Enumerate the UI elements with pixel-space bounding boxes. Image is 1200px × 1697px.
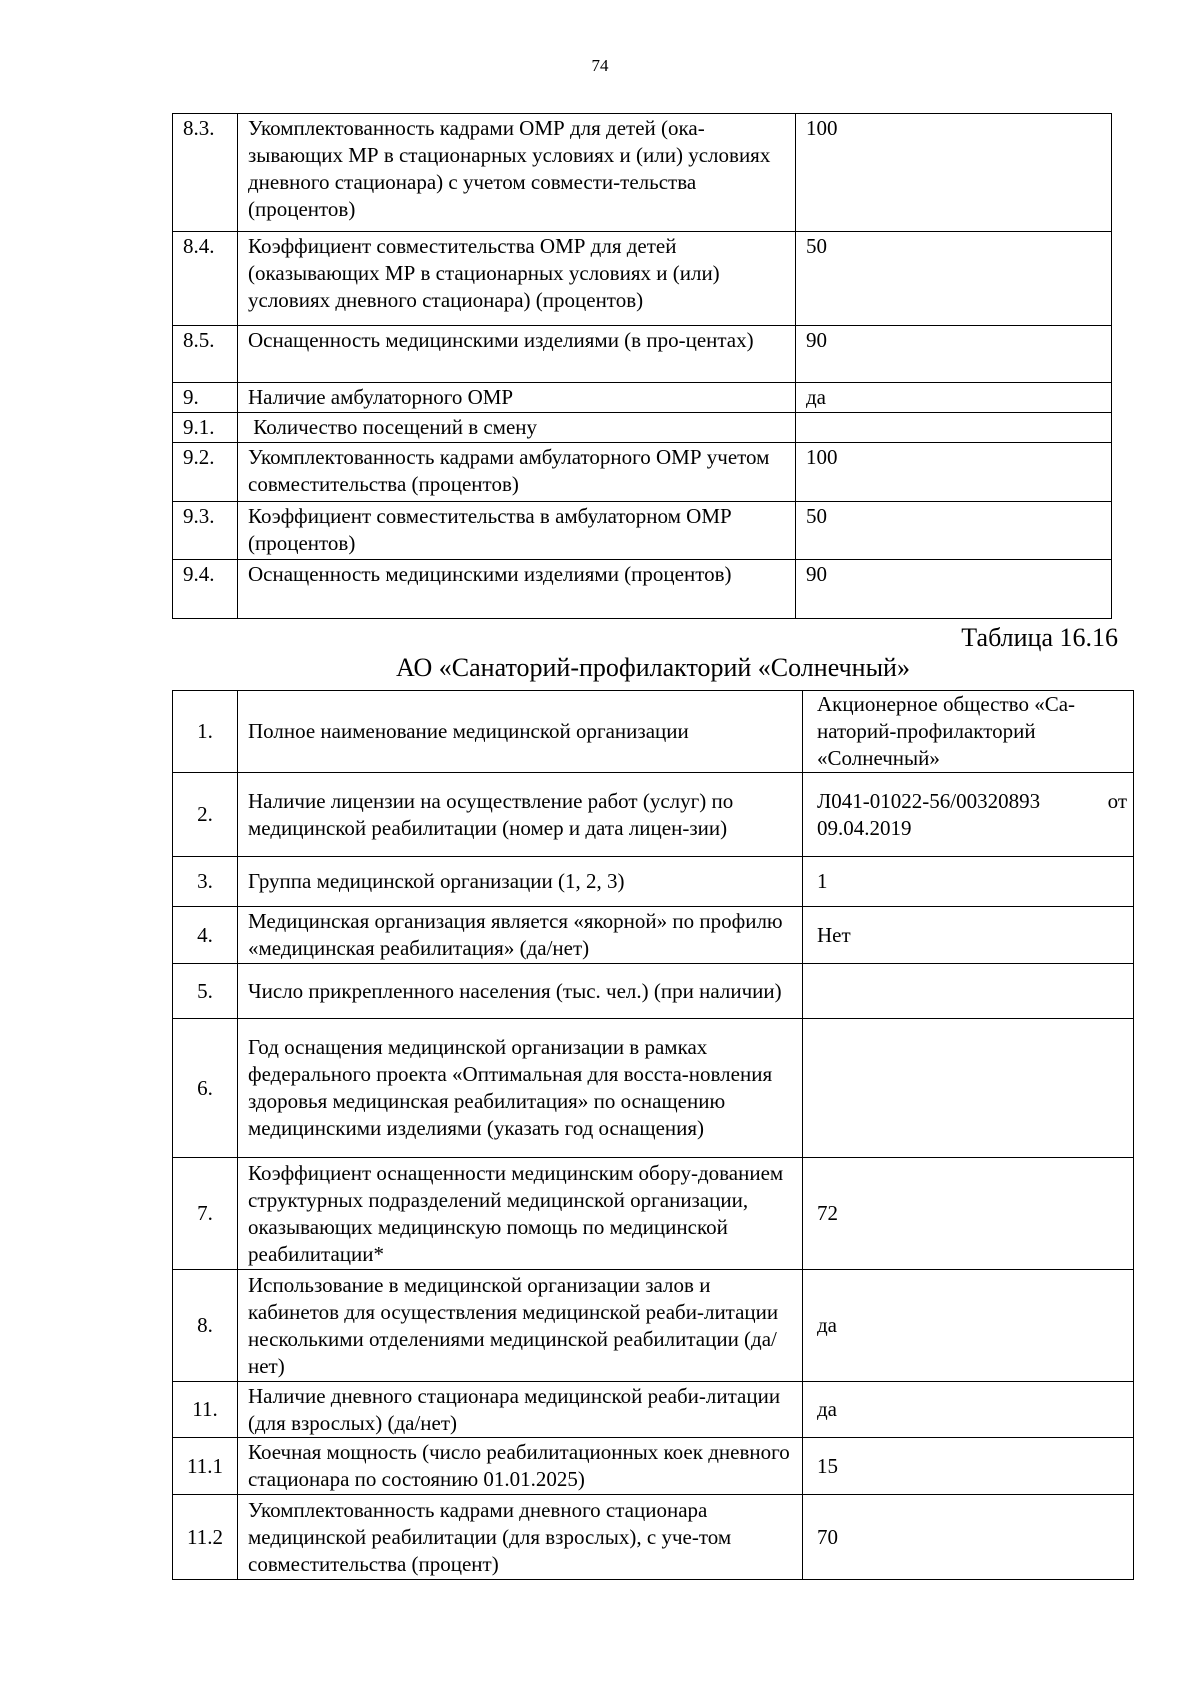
- table-row: [173, 443, 1112, 502]
- row-description: Наличие лицензии на осуществление работ (услуг) по медицинской реабилитации (номер и дата лицен-зии): [238, 773, 803, 857]
- table-row: [173, 413, 1112, 443]
- row-number: 9.3.: [173, 502, 238, 560]
- row-value: [796, 413, 1112, 443]
- row-value: 50: [796, 232, 1112, 326]
- license-number: Л041-01022-56/00320893 от: [817, 788, 1127, 813]
- row-value: Акционерное общество «Са-наторий-профилакторий «Солнечный»: [803, 691, 1134, 773]
- row-description: Группа медицинской организации (1, 2, 3): [238, 857, 803, 907]
- table-row: [173, 1158, 1134, 1270]
- row-number: 8.4.: [173, 232, 238, 326]
- row-number: 2.: [173, 773, 238, 857]
- row-number: 4.: [173, 907, 238, 964]
- row-number: 1.: [173, 691, 238, 773]
- table-row: [173, 114, 1112, 232]
- row-number: 11.: [173, 1382, 238, 1438]
- row-description: Число прикрепленного населения (тыс. чел.) (при наличии): [238, 964, 803, 1019]
- table-row: [173, 502, 1112, 560]
- row-description: Коэффициент совместительства ОМР для детей (оказывающих МР в стационарных условиях и (или) условиях дневного стационара) (процентов): [238, 232, 796, 326]
- row-description: Оснащенность медицинскими изделиями (в про-центах): [238, 326, 796, 383]
- row-description: Количество посещений в смену: [238, 413, 796, 443]
- row-description: Коэффициент совместительства в амбулаторном ОМР (процентов): [238, 502, 796, 560]
- row-value: 100: [796, 114, 1112, 232]
- row-value: да: [796, 383, 1112, 413]
- row-number: 8.5.: [173, 326, 238, 383]
- row-number: 7.: [173, 1158, 238, 1270]
- table-row: [173, 383, 1112, 413]
- row-value: Нет: [803, 907, 1134, 964]
- row-value: 70: [803, 1495, 1134, 1580]
- row-description: Укомплектованность кадрами амбулаторного ОМР учетом совместительства (процентов): [238, 443, 796, 502]
- row-number: 11.2: [173, 1495, 238, 1580]
- row-description: Наличие амбулаторного ОМР: [238, 383, 796, 413]
- row-value: 90: [796, 560, 1112, 619]
- row-value: 1: [803, 857, 1134, 907]
- row-number: 5.: [173, 964, 238, 1019]
- table-row: [173, 907, 1134, 964]
- row-number: 8.: [173, 1270, 238, 1382]
- table-title: АО «Санаторий-профилакторий «Солнечный»: [396, 653, 910, 682]
- table-row: [173, 1382, 1134, 1438]
- row-number: 6.: [173, 1019, 238, 1158]
- row-description: Коэффициент оснащенности медицинским обору-дованием структурных подразделений медицинской организации, оказывающих медицинскую помощь по медицинской реабилитации*: [238, 1158, 803, 1270]
- row-number: 9.: [173, 383, 238, 413]
- row-value-license: [803, 773, 1134, 857]
- license-date: 09.04.2019: [817, 815, 912, 840]
- row-description: Полное наименование медицинской организации: [238, 691, 803, 773]
- table-row: [173, 964, 1134, 1019]
- table-caption: Таблица 16.16: [961, 623, 1118, 652]
- row-number: 3.: [173, 857, 238, 907]
- table-row: [173, 326, 1112, 383]
- table-row: [173, 1495, 1134, 1580]
- table-row: [173, 1019, 1134, 1158]
- table-row: [173, 773, 1134, 857]
- row-description: Год оснащения медицинской организации в рамках федерального проекта «Оптимальная для восста-новления здоровья медицинская реабилитация» по оснащению медицинскими изделиями (указать год оснащения): [238, 1019, 803, 1158]
- row-value: да: [803, 1270, 1134, 1382]
- row-value: да: [803, 1382, 1134, 1438]
- row-number: 9.4.: [173, 560, 238, 619]
- row-description: Наличие дневного стационара медицинской реаби-литации (для взрослых) (да/нет): [238, 1382, 803, 1438]
- table-row: [173, 857, 1134, 907]
- indicators-table-continued: [172, 113, 1112, 619]
- row-description: Укомплектованность кадрами ОМР для детей (ока-зывающих МР в стационарных условиях и (или) условиях дневного стационара) с учетом совмести-тельства (процентов): [238, 114, 796, 232]
- row-value: 15: [803, 1438, 1134, 1495]
- organization-table: [172, 690, 1134, 1580]
- table-row: [173, 232, 1112, 326]
- row-description: Медицинская организация является «якорной» по профилю «медицинская реабилитация» (да/нет): [238, 907, 803, 964]
- page-number: 74: [591, 56, 609, 75]
- row-number: 9.2.: [173, 443, 238, 502]
- row-value: [803, 1019, 1134, 1158]
- row-number: 9.1.: [173, 413, 238, 443]
- table-row: [173, 1438, 1134, 1495]
- row-description: Укомплектованность кадрами дневного стационара медицинской реабилитации (для взрослых), с уче-том совместительства (процент): [238, 1495, 803, 1580]
- row-value: 50: [796, 502, 1112, 560]
- row-value: 72: [803, 1158, 1134, 1270]
- row-number: 8.3.: [173, 114, 238, 232]
- row-number: 11.1: [173, 1438, 238, 1495]
- row-value: [803, 964, 1134, 1019]
- row-description: Коечная мощность (число реабилитационных коек дневного стационара по состоянию 01.01.2025): [238, 1438, 803, 1495]
- row-description: Использование в медицинской организации залов и кабинетов для осуществления медицинской реаби-литации несколькими отделениями медицинской реабилитации (да/нет): [238, 1270, 803, 1382]
- row-value: 90: [796, 326, 1112, 383]
- table-row: [173, 560, 1112, 619]
- table-row: [173, 1270, 1134, 1382]
- row-value: 100: [796, 443, 1112, 502]
- table-row: [173, 691, 1134, 773]
- row-description: Оснащенность медицинскими изделиями (процентов): [238, 560, 796, 619]
